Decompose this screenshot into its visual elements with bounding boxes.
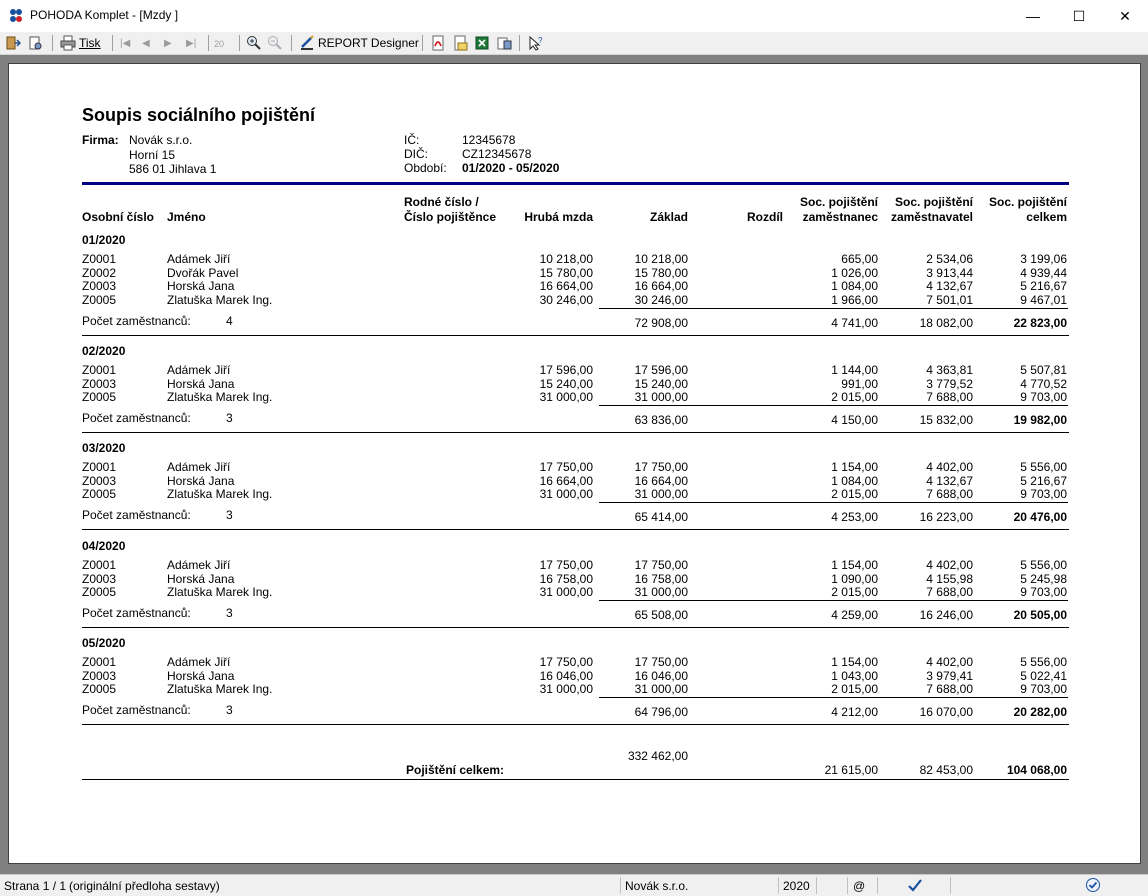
celkem-value: 5 245,98 [1020,571,1067,586]
svg-text:?: ? [538,36,543,45]
status-page: Strana 1 / 1 [4,879,67,893]
celkem-value: 3 199,06 [1020,252,1067,266]
zamestnanec-value: 2 015,00 [831,585,878,600]
col-zamestnanec: Soc. pojištění [799,195,878,209]
toolbar-separator [422,35,423,51]
window-title: POHODA Komplet - [Mzdy ] [30,8,179,22]
hruba-mzda-value: 15 240,00 [539,376,593,391]
hruba-mzda-value: 31 000,00 [539,390,593,405]
subtotal-zamestnavatel: 16 246,00 [919,608,973,623]
col-zamestnanec: zaměstnanec [802,210,878,224]
employee-id: Z0003 [82,473,117,488]
zamestnavatel-value: 2 534,06 [926,252,973,266]
help-button[interactable] [527,34,543,52]
zamestnanec-value: 2 015,00 [831,390,878,405]
status-separator [620,877,621,894]
section-rule [82,335,1069,336]
employee-id: Z0003 [82,668,117,683]
period-label: Období: [404,161,447,175]
zaklad-value: 17 750,00 [634,460,688,474]
status-separator [877,877,878,894]
zamestnanec-value: 1 090,00 [831,571,878,586]
employee-name: Zlatuška Marek Ing. [167,585,273,600]
zamestnavatel-value: 7 501,01 [926,293,973,308]
section-period: 05/2020 [82,636,126,650]
zaklad-value: 10 218,00 [634,252,688,266]
zaklad-value: 16 758,00 [634,571,688,586]
print-button[interactable] [60,34,101,52]
subtotal-zamestnavatel: 15 832,00 [919,413,973,428]
col-rozdil: Rozdíl [747,210,783,224]
subtotal-zamestnavatel: 16 223,00 [919,510,973,525]
subtotal-zaklad: 65 414,00 [634,510,688,525]
section-rule [82,627,1069,628]
close-button[interactable]: ✕ [1119,8,1131,24]
grand-total-rule [82,779,1069,780]
subtotal-celkem: 20 476,00 [1013,510,1067,525]
employee-name: Horská Jana [167,279,235,294]
door-exit-icon [5,35,21,51]
celkem-value: 9 467,01 [1020,293,1067,308]
subtotal-zamestnanec: 4 212,00 [831,705,878,720]
company-label: Firma: [82,133,119,147]
section-rule [82,724,1069,725]
subtotal-celkem: 19 982,00 [1013,413,1067,428]
subtotal-zamestnavatel: 16 070,00 [919,705,973,720]
zoom-in-button[interactable] [246,34,262,52]
edit-check-icon [907,878,923,893]
hruba-mzda-value: 30 246,00 [539,293,593,308]
subtotal-rule [599,502,1068,503]
maximize-button[interactable]: ☐ [1072,8,1086,24]
zamestnanec-value: 1 084,00 [831,473,878,488]
zamestnavatel-value: 4 155,98 [926,571,973,586]
employee-name: Adámek Jiří [167,655,231,669]
employee-count-value: 3 [226,606,233,621]
title-bar [0,0,1148,33]
celkem-value: 9 703,00 [1020,390,1067,405]
toolbar-separator [112,35,113,51]
employee-id: Z0003 [82,279,117,294]
subtotal-zaklad: 63 836,00 [634,413,688,428]
export-mail-button[interactable] [452,34,468,52]
grand-zaklad: 332 462,00 [627,749,688,763]
section-rule [82,529,1069,530]
export-document-button[interactable] [496,34,512,52]
status-separator [778,877,779,894]
zamestnavatel-value: 7 688,00 [926,682,973,697]
hruba-mzda-value: 17 750,00 [539,558,593,572]
company-street: Horní 15 [129,148,176,162]
email-status-icon: @ [853,879,866,893]
celkem-value: 4 770,52 [1020,376,1067,391]
employee-name: Zlatuška Marek Ing. [167,682,273,697]
next-page-icon: ▶ [164,38,172,49]
export-excel-button[interactable] [474,34,490,52]
prev-page-button[interactable] [142,34,158,52]
zamestnanec-value: 1 144,00 [831,363,878,377]
zaklad-value: 17 750,00 [634,655,688,669]
zaklad-value: 31 000,00 [634,682,688,697]
zamestnavatel-value: 4 402,00 [926,655,973,669]
report-designer-button[interactable] [299,34,419,52]
zamestnanec-value: 1 154,00 [831,460,878,474]
dic-value: CZ12345678 [462,147,532,161]
hruba-mzda-value: 15 780,00 [539,265,593,280]
subtotal-zamestnanec: 4 150,00 [831,413,878,428]
hruba-mzda-value: 17 750,00 [539,655,593,669]
col-hruba-mzda: Hrubá mzda [524,210,593,224]
status-company: Novák s.r.o. [625,879,689,893]
toolbar-separator [52,35,53,51]
col-celkem: Soc. pojištění [988,195,1067,209]
zamestnanec-value: 1 084,00 [831,279,878,294]
grand-zamestnanec: 21 615,00 [824,763,878,777]
employee-id: Z0005 [82,293,117,308]
subtotal-rule [599,600,1068,601]
zaklad-value: 15 780,00 [634,265,688,280]
zoom-out-icon [267,35,283,51]
status-separator [950,877,951,894]
employee-id: Z0003 [82,376,117,391]
zamestnavatel-value: 7 688,00 [926,390,973,405]
employee-id: Z0005 [82,390,117,405]
status-year: 2020 [783,879,810,893]
subtotal-celkem: 22 823,00 [1013,315,1067,330]
zamestnanec-value: 1 154,00 [831,655,878,669]
section-rule [82,432,1069,433]
col-cislo-pojistence: Číslo pojištěnce [404,210,497,224]
toolbar-separator [239,35,240,51]
col-zamestnavatel: zaměstnavatel [890,210,973,224]
employee-name: Horská Jana [167,571,235,586]
col-zaklad: Základ [649,210,688,224]
celkem-value: 5 556,00 [1020,558,1067,572]
section-period: 04/2020 [82,539,126,553]
zamestnavatel-value: 7 688,00 [926,585,973,600]
zamestnanec-value: 991,00 [841,376,878,391]
section-period: 03/2020 [82,441,126,455]
dic-label: DIČ: [404,147,428,161]
employee-name: Zlatuška Marek Ing. [167,487,273,502]
employee-name: Dvořák Pavel [167,265,239,280]
celkem-value: 9 703,00 [1020,487,1067,502]
ic-value: 12345678 [462,133,516,147]
toolbar-separator [291,35,292,51]
celkem-value: 9 703,00 [1020,585,1067,600]
hruba-mzda-value: 31 000,00 [539,682,593,697]
online-status-icon [1085,877,1101,893]
company-name: Novák s.r.o. [129,133,193,147]
employee-count-value: 4 [226,313,233,328]
celkem-value: 5 022,41 [1020,668,1067,683]
employee-name: Horská Jana [167,473,235,488]
employee-name: Adámek Jiří [167,252,231,266]
zaklad-value: 31 000,00 [634,390,688,405]
employee-name: Horská Jana [167,668,235,683]
goto-page-button[interactable] [214,34,230,52]
hruba-mzda-value: 16 046,00 [539,668,593,683]
ic-label: IČ: [404,133,420,147]
zaklad-value: 17 596,00 [634,363,688,377]
grand-zamestnavatel: 82 453,00 [919,763,973,777]
zamestnanec-value: 2 015,00 [831,682,878,697]
employee-count-value: 3 [226,411,233,426]
report-viewer[interactable] [0,55,1148,874]
col-rodne-cislo: Rodné číslo / [404,195,479,209]
zamestnanec-value: 2 015,00 [831,487,878,502]
subtotal-zamestnavatel: 18 082,00 [919,315,973,330]
col-zamestnavatel: Soc. pojištění [894,195,973,209]
hruba-mzda-value: 31 000,00 [539,585,593,600]
report-designer-label: REPORT Designer [318,36,419,50]
employee-id: Z0001 [82,655,117,669]
employee-count-label: Počet zaměstnanců: [82,411,191,426]
zoom-out-button[interactable] [267,34,283,52]
last-page-icon: ▶| [186,38,197,49]
toolbar [0,32,1148,55]
zamestnavatel-value: 7 688,00 [926,487,973,502]
print-label: Tisk [79,36,101,50]
export-pdf-button[interactable] [430,34,446,52]
zamestnavatel-value: 3 779,52 [926,376,973,391]
employee-id: Z0002 [82,265,117,280]
employee-name: Horská Jana [167,376,235,391]
col-osobni-cislo: Osobní číslo [82,210,155,224]
hruba-mzda-value: 17 750,00 [539,460,593,474]
section-period: 02/2020 [82,344,126,358]
subtotal-celkem: 20 505,00 [1013,608,1067,623]
excel-icon [474,35,490,51]
zamestnavatel-value: 3 913,44 [926,265,973,280]
grand-celkem: 104 068,00 [1006,763,1067,777]
subtotal-rule [599,405,1068,406]
mail-attachment-icon [452,35,468,51]
hruba-mzda-value: 16 664,00 [539,279,593,294]
subtotal-zaklad: 65 508,00 [634,608,688,623]
zamestnanec-value: 1 154,00 [831,558,878,572]
employee-id: Z0001 [82,460,117,474]
zamestnavatel-value: 4 402,00 [926,558,973,572]
employee-id: Z0003 [82,571,117,586]
hruba-mzda-value: 10 218,00 [539,252,593,266]
zamestnanec-value: 665,00 [841,252,878,266]
col-jmeno: Jméno [167,210,206,224]
goto-page-icon: 20 [214,39,225,49]
first-page-button[interactable] [120,34,136,52]
celkem-value: 5 556,00 [1020,655,1067,669]
status-bar [0,874,1148,896]
subtotal-zamestnanec: 4 741,00 [831,315,878,330]
employee-id: Z0001 [82,252,117,266]
employee-count-label: Počet zaměstnanců: [82,508,191,523]
subtotal-celkem: 20 282,00 [1013,705,1067,720]
employee-count-label: Počet zaměstnanců: [82,606,191,621]
report-title: Soupis sociálního pojištění [82,105,316,125]
zaklad-value: 17 750,00 [634,558,688,572]
page-setup-button[interactable] [27,34,43,52]
hruba-mzda-value: 16 758,00 [539,571,593,586]
employee-id: Z0005 [82,487,117,502]
employee-count-value: 3 [226,508,233,523]
status-template: (originální předloha sestavy) [69,879,220,893]
printer-icon [60,35,76,51]
zaklad-value: 16 664,00 [634,473,688,488]
zaklad-value: 30 246,00 [634,293,688,308]
pohoda-logo-icon [8,8,24,24]
zamestnanec-value: 1 043,00 [831,668,878,683]
hruba-mzda-value: 16 664,00 [539,473,593,488]
last-page-button[interactable] [186,34,202,52]
employee-name: Zlatuška Marek Ing. [167,390,273,405]
zamestnavatel-value: 3 979,41 [926,668,973,683]
zaklad-value: 31 000,00 [634,487,688,502]
toolbar-separator [208,35,209,51]
zamestnanec-value: 1 966,00 [831,293,878,308]
employee-id: Z0005 [82,682,117,697]
help-pointer-icon [527,35,543,51]
zaklad-value: 15 240,00 [634,376,688,391]
celkem-value: 5 556,00 [1020,460,1067,474]
subtotal-rule [599,697,1068,698]
zaklad-value: 16 046,00 [634,668,688,683]
zamestnavatel-value: 4 402,00 [926,460,973,474]
section-period: 01/2020 [82,233,126,247]
subtotal-rule [599,308,1068,309]
zamestnavatel-value: 4 132,67 [926,279,973,294]
zamestnanec-value: 1 026,00 [831,265,878,280]
celkem-value: 5 507,81 [1020,363,1067,377]
document-export-icon [496,35,512,51]
report-page [8,63,1141,864]
zaklad-value: 31 000,00 [634,585,688,600]
employee-name: Adámek Jiří [167,558,231,572]
celkem-value: 4 939,44 [1020,265,1067,280]
hruba-mzda-value: 31 000,00 [539,487,593,502]
hruba-mzda-value: 17 596,00 [539,363,593,377]
first-page-icon: |◀ [120,38,131,49]
employee-count-value: 3 [226,703,233,718]
toolbar-separator [519,35,520,51]
employee-count-label: Počet zaměstnanců: [82,703,191,718]
zaklad-value: 16 664,00 [634,279,688,294]
celkem-value: 5 216,67 [1020,279,1067,294]
employee-id: Z0001 [82,558,117,572]
next-page-button[interactable] [164,34,180,52]
employee-id: Z0005 [82,585,117,600]
employee-name: Zlatuška Marek Ing. [167,293,273,308]
subtotal-zamestnanec: 4 253,00 [831,510,878,525]
period-value: 01/2020 - 05/2020 [462,161,560,175]
company-city: 586 01 Jihlava 1 [129,162,217,176]
subtotal-zaklad: 64 796,00 [634,705,688,720]
prev-page-icon: ◀ [142,38,150,49]
subtotal-zamestnanec: 4 259,00 [831,608,878,623]
minimize-button[interactable]: — [1026,8,1040,24]
employee-count-label: Počet zaměstnanců: [82,313,191,328]
subtotal-zaklad: 72 908,00 [634,315,688,330]
zoom-in-icon [246,35,262,51]
zamestnavatel-value: 4 132,67 [926,473,973,488]
grand-total-label: Pojištění celkem: [406,763,505,777]
employee-name: Adámek Jiří [167,363,231,377]
col-celkem: celkem [1026,210,1067,224]
celkem-value: 9 703,00 [1020,682,1067,697]
status-separator [847,877,848,894]
header-rule [82,182,1069,185]
employee-id: Z0001 [82,363,117,377]
employee-name: Adámek Jiří [167,460,231,474]
report-designer-icon [299,35,315,51]
status-separator [816,877,817,894]
zamestnavatel-value: 4 363,81 [926,363,973,377]
pdf-icon [430,35,446,51]
close-preview-button[interactable] [5,34,21,52]
page-setup-icon [27,35,43,51]
celkem-value: 5 216,67 [1020,473,1067,488]
